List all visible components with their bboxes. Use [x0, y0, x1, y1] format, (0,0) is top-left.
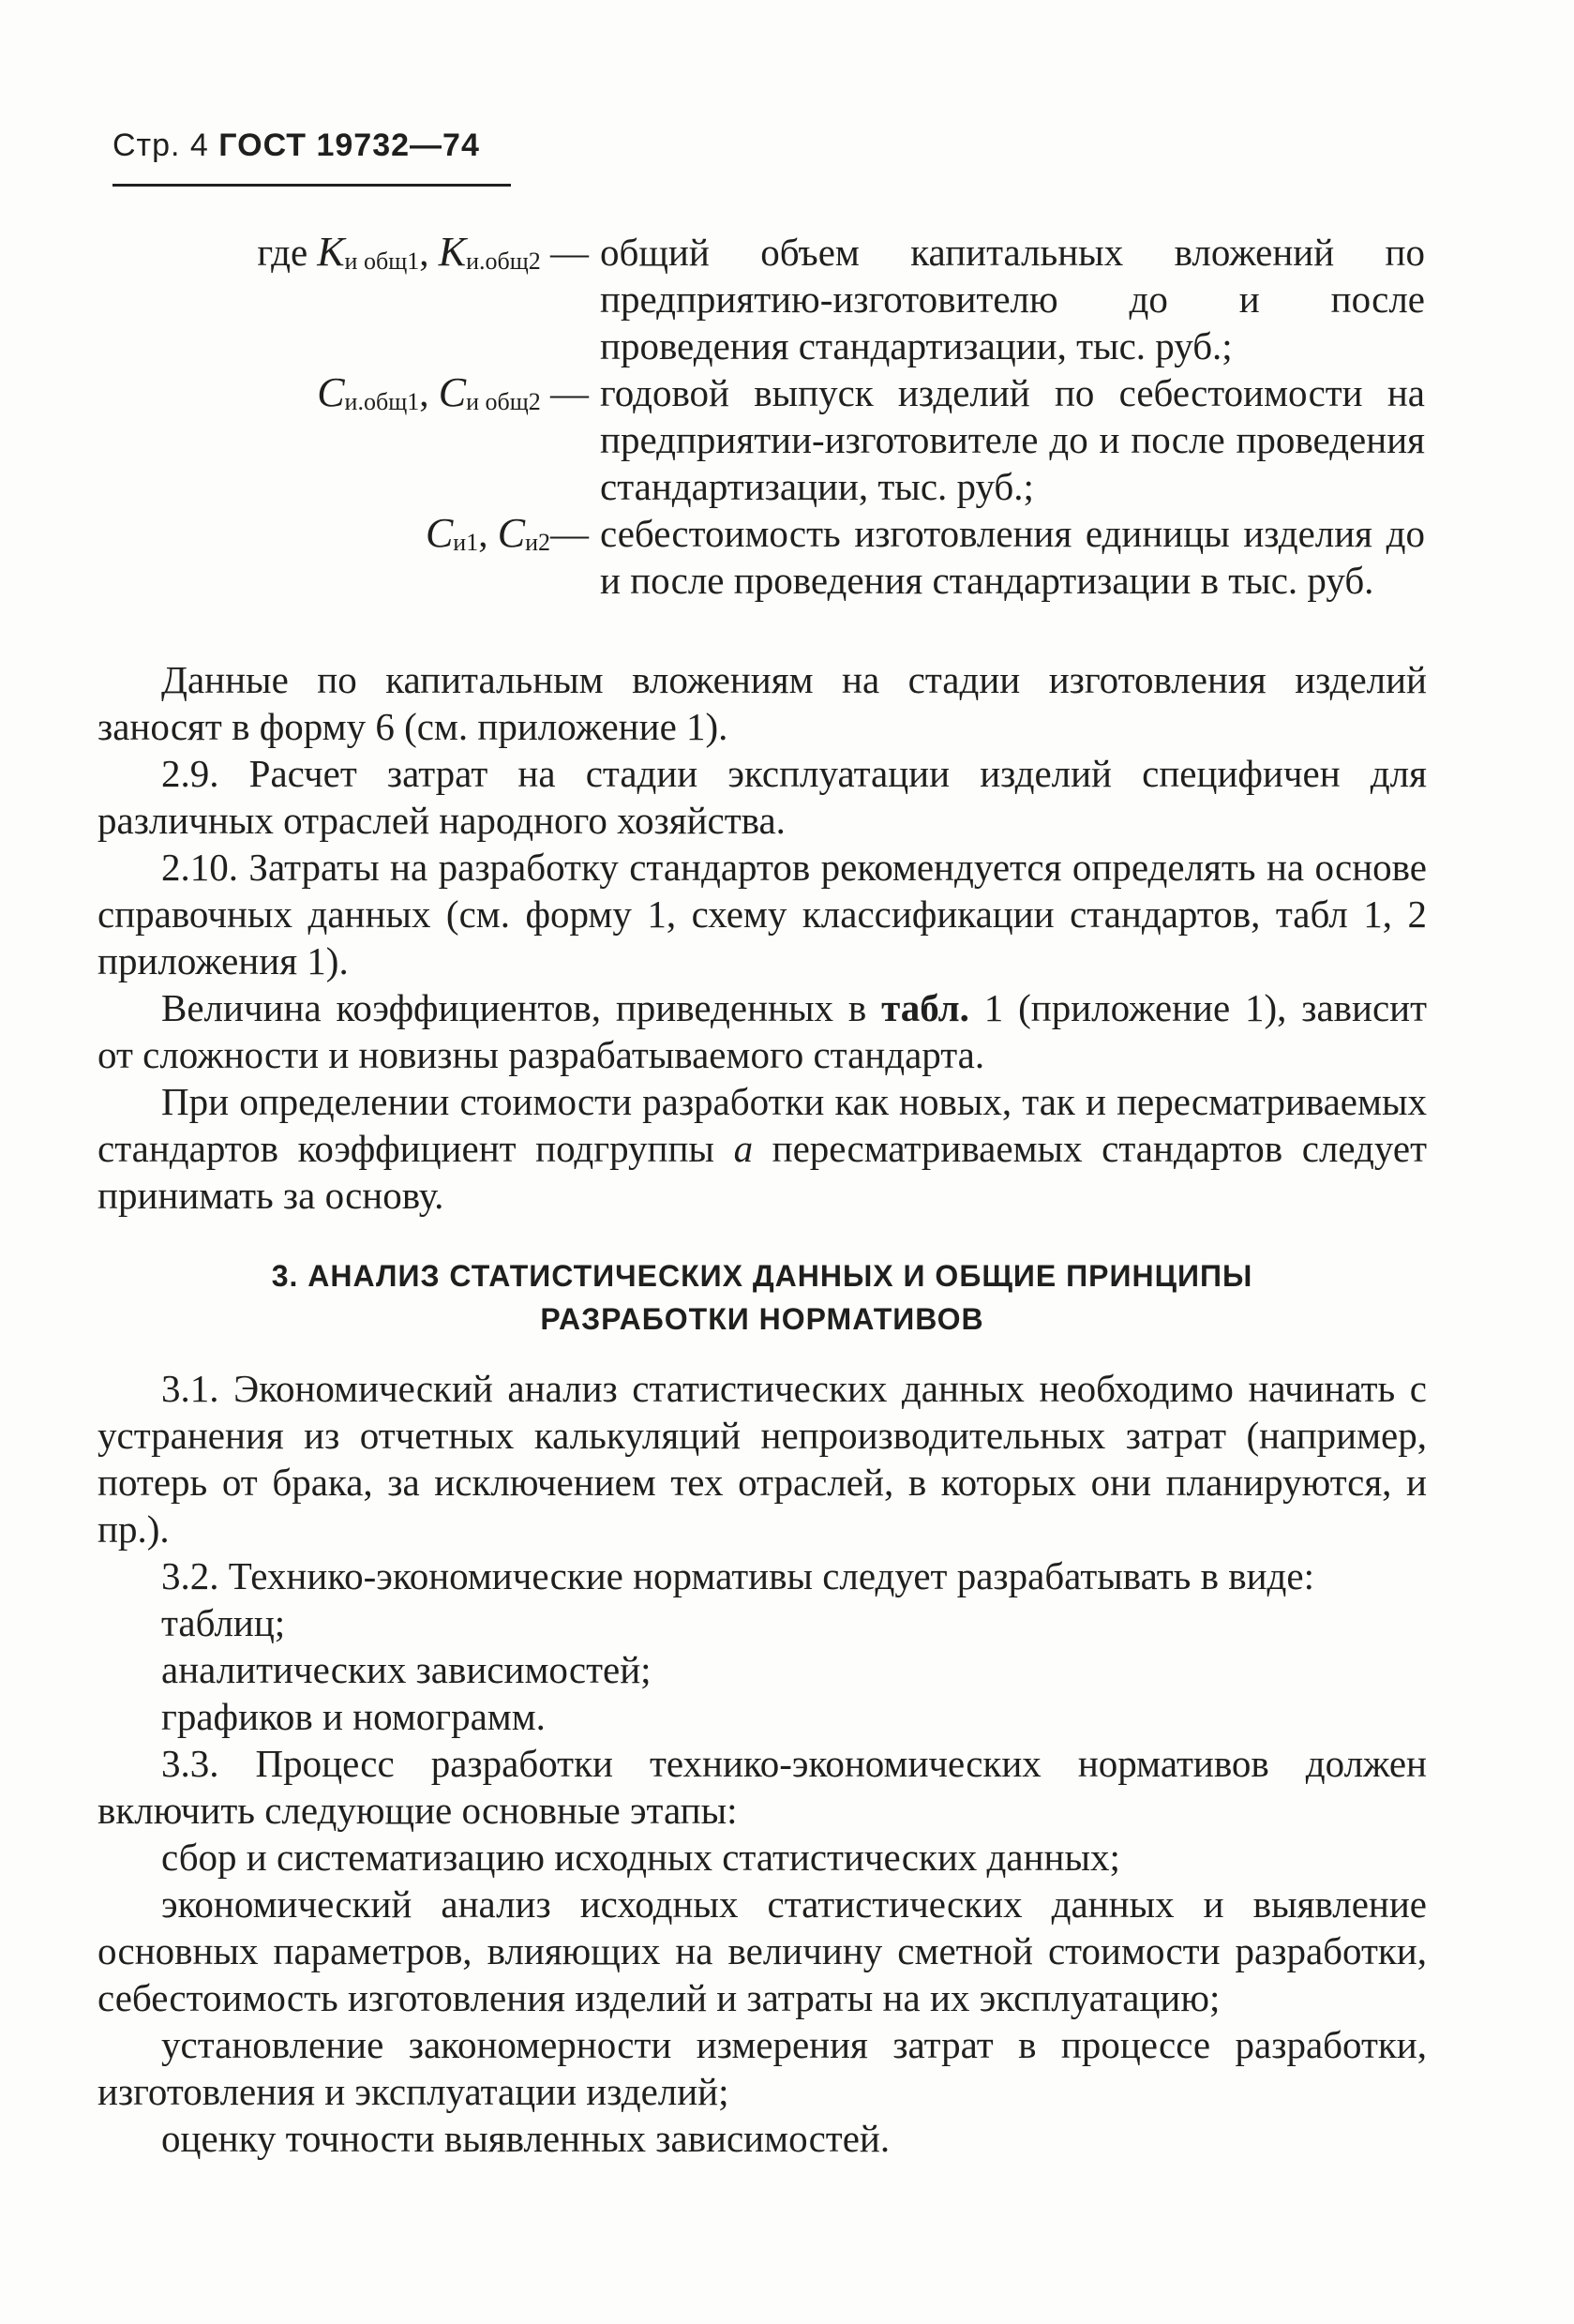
standard-designation: ГОСТ 19732—74	[218, 127, 480, 163]
text-run: пересматриваемых стандартов следует принимать за основу.	[97, 1127, 1427, 1217]
definition-term	[112, 369, 600, 510]
where-label: где	[257, 231, 308, 274]
definition-item	[112, 369, 1425, 510]
paragraph-3-3: 3.3. Процесс разработки технико-экономических нормативов должен включить следующие основные этапы:	[97, 1742, 1427, 1832]
symbol-subscript: и.общ2	[466, 247, 541, 275]
list-item: установление закономерности измерения затрат в процессе разработки, изготовления и эксплуатации изделий;	[97, 2023, 1427, 2113]
separator: ,	[478, 512, 498, 555]
dash: —	[540, 371, 589, 414]
paragraph-revision	[97, 1078, 1427, 1219]
text-run: При определении стоимости разработки как новых, так и пересматриваемых стандартов коэффициент подгруппы	[97, 1080, 1427, 1170]
definitions-list	[112, 229, 1425, 604]
symbol: C	[317, 369, 345, 415]
symbol: K	[317, 229, 345, 275]
page-header	[112, 127, 480, 164]
heading-line: РАЗРАБОТКИ НОРМАТИВОВ	[540, 1302, 984, 1336]
paragraph-3-2: 3.2. Технико-экономические нормативы следует разрабатывать в виде:	[161, 1554, 1314, 1597]
list-item: таблиц;	[161, 1601, 286, 1644]
list-item: графиков и номограмм.	[161, 1695, 546, 1738]
paragraph-3-1: 3.1. Экономический анализ статистических данных необходимо начинать с устранения из отчетных калькуляций непроизводительных затрат (например, потерь от брака, за исключением тех отраслей, в которых они планируются, и пр.).	[97, 1367, 1427, 1551]
page-number: Стр. 4	[112, 127, 209, 163]
list-item: экономический анализ исходных статистических данных и выявление основных параметров, влияющих на величину сметной стоимости разработки, себестоимость изготовления изделий и затраты на их эксплуатацию;	[97, 1882, 1427, 2019]
definition-description: общий объем капитальных вложений по предприятию-изготовителю до и после проведения стандартизации, тыс. руб.;	[600, 231, 1425, 367]
symbol-subscript: и1	[453, 529, 479, 556]
list-item: сбор и систематизацию исходных статистических данных;	[161, 1836, 1120, 1879]
symbol-subscript: и общ1	[344, 247, 420, 275]
definition-term	[112, 229, 600, 369]
section-3-body	[97, 1365, 1427, 2162]
section-3-heading	[97, 1254, 1427, 1341]
definition-description: себестоимость изготовления единицы изделия до и после проведения стандартизации в тыс. руб.	[600, 512, 1425, 602]
separator: ,	[419, 371, 439, 414]
symbol-subscript: и общ2	[466, 388, 541, 415]
paragraph-coefficients	[97, 984, 1427, 1078]
paragraph-2-10: 2.10. Затраты на разработку стандартов рекомендуется определять на основе справочных данных (см. форму 1, схему классификации стандартов, табл 1, 2 приложения 1).	[97, 846, 1427, 982]
symbol: C	[425, 510, 454, 556]
text-run: 1 (приложение 1), зависит от сложности и новизны разрабатываемого стандарта.	[97, 986, 1427, 1076]
subgroup-symbol: а	[733, 1127, 754, 1170]
definition-term	[112, 510, 600, 604]
paragraph: Данные по капитальным вложениям на стадии изготовления изделий заносят в форму 6 (см. приложение 1).	[97, 658, 1427, 748]
symbol: C	[438, 369, 467, 415]
header-rule	[112, 184, 511, 187]
symbol-subscript: и2	[525, 529, 550, 556]
table-ref: табл.	[881, 986, 969, 1029]
section-2-body	[97, 656, 1427, 1219]
heading-line: 3. АНАЛИЗ СТАТИСТИЧЕСКИХ ДАННЫХ И ОБЩИЕ ПРИНЦИПЫ	[271, 1259, 1253, 1293]
list-item: оценку точности выявленных зависимостей.	[161, 2117, 891, 2160]
definition-item	[112, 510, 1425, 604]
list-item: аналитических зависимостей;	[161, 1648, 652, 1691]
symbol-subscript: и.общ1	[344, 388, 420, 415]
symbol: C	[497, 510, 526, 556]
definition-item	[112, 229, 1425, 369]
text-run: Величина коэффициентов, приведенных в	[161, 986, 882, 1029]
separator: ,	[419, 231, 439, 274]
dash: —	[550, 512, 589, 555]
dash: —	[540, 231, 589, 274]
symbol: K	[438, 229, 467, 275]
paragraph-2-9: 2.9. Расчет затрат на стадии эксплуатации изделий специфичен для различных отраслей народного хозяйства.	[97, 752, 1427, 842]
definition-description: годовой выпуск изделий по себестоимости на предприятии-изготовителе до и после проведения стандартизации, тыс. руб.;	[600, 371, 1425, 508]
